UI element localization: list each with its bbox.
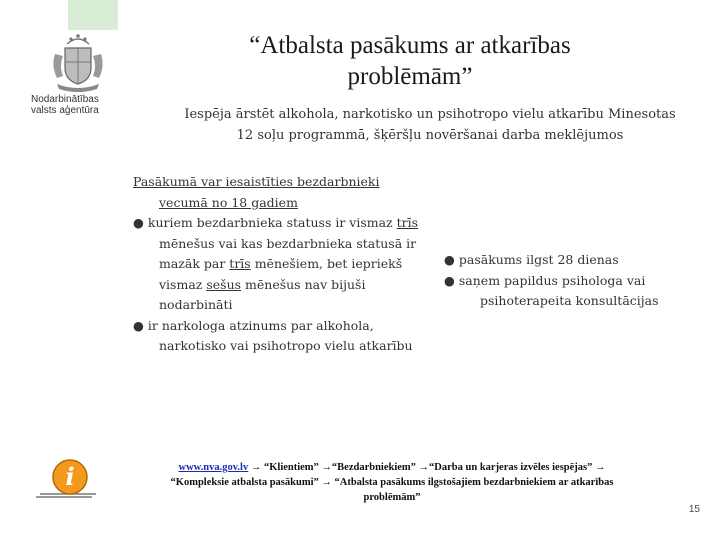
- footer-line1: [132, 460, 652, 475]
- page-number: 15: [688, 504, 700, 515]
- intro-line2: vecumā no 18 gadiem: [159, 194, 298, 210]
- bullet-status-line4b: mēnešus nav bijuši: [241, 276, 366, 292]
- bullet-status-line3b: mēnešiem, bet iepriekš: [250, 256, 403, 271]
- agency-name-line1: Nodarbinātības: [31, 94, 99, 105]
- bullet-status-line2: mēnešus vai kas bezdarbnieka statusā ir: [159, 235, 417, 251]
- bullet-status-line3: [133, 254, 433, 275]
- navigation-path: [132, 460, 652, 505]
- bullet-status-line5: nodarbināti: [159, 297, 233, 312]
- subtitle-line1: Iespēja ārstēt alkohola, narkotisko un psihotropo vielu atkarību Minesotas: [184, 107, 676, 122]
- subtitle-line2: 12 soļu programmā, šķēršļu novēršanai darba meklējumos: [236, 128, 624, 143]
- bullet-narcologist-line2: narkotisko vai psihotropo vielu atkarību: [159, 338, 413, 353]
- agency-name-line2: valsts aģentūra: [31, 105, 99, 116]
- bullet-status-line3a: mazāk par: [159, 256, 230, 271]
- nva-website-link[interactable]: www.nva.gov.lv: [178, 462, 249, 473]
- footer-line1-rest: → “Klientiem” →“Bezdarbniekiem” →“Darba un karjeras izvēles iespējas” →: [248, 462, 606, 473]
- agency-logo: [28, 32, 128, 116]
- info-icon: [34, 455, 104, 503]
- underline-three: trīs: [396, 215, 419, 230]
- bullet-narcologist: ● ir narkologa atzinums par alkohola,: [133, 317, 374, 333]
- underline-six: sešus: [206, 276, 242, 292]
- detail-consultation-line2: psihoterapeita konsultācijas: [480, 293, 659, 308]
- info-icon-letter: i: [65, 462, 75, 491]
- bullet-status-line4a: vismaz: [159, 276, 207, 292]
- bullet-status: [133, 213, 433, 234]
- detail-duration: ● pasākums ilgst 28 dienas: [444, 252, 619, 267]
- intro-line1: Pasākumā var iesaistīties bezdarbnieki: [133, 174, 380, 189]
- detail-consultation: ● saņem papildus psihologa vai: [444, 272, 646, 288]
- agency-name: [28, 94, 128, 116]
- underline-three-2: trīs: [229, 256, 251, 271]
- title-line1: “Atbalsta pasākums ar atkarības: [249, 32, 571, 59]
- page-title: [180, 30, 640, 92]
- bullet-status-line4: [133, 275, 433, 296]
- subtitle: [160, 104, 700, 146]
- bullet-status-text1: ● kuriem bezdarbnieka statuss ir vismaz: [133, 215, 397, 230]
- eligibility-text: [133, 172, 433, 357]
- corner-decoration: [68, 0, 118, 30]
- footer-line2: “Kompleksie atbalsta pasākumi” → “Atbalsta pasākums ilgstošajiem bezdarbniekiem ar atkarības: [170, 477, 614, 488]
- title-line2: problēmām”: [347, 63, 473, 90]
- program-details: [444, 250, 674, 312]
- footer-line3: problēmām”: [363, 492, 421, 503]
- coat-of-arms-icon: [47, 32, 109, 92]
